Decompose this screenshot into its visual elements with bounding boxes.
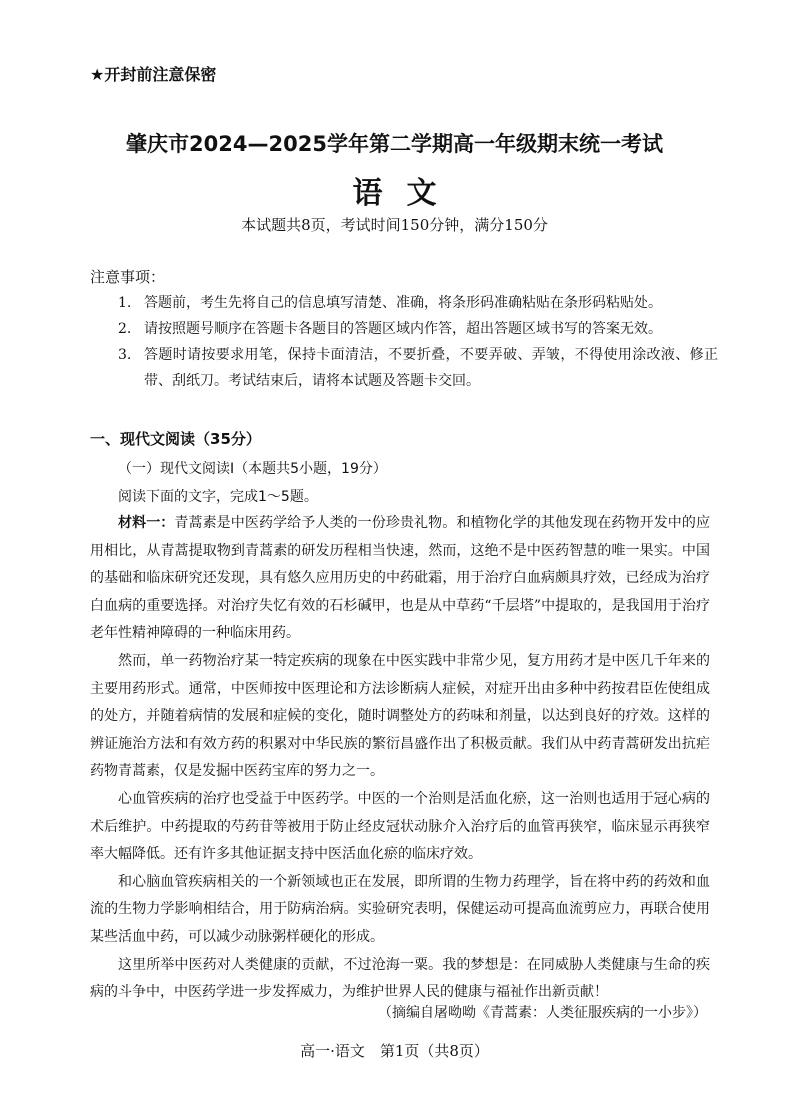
passage-paragraph: 然而，单一药物治疗某一特定疾病的现象在中医实践中非常少见，复方用药才是中医几千年来的主要用药形式。通常，中医师按中医理论和方法诊断病人症候，对症开出由多种中药按君臣佐使组成的处方，并随着病情的发展和症候的变化，随时调整处方的药味和剂量，以达到良好的疗效。这样的辨证施治方法和有效方药的积累对中华民族的繁衍昌盛作出了积极贡献。我们从中药青蒿研发出抗疟药物青蒿素，仅是发掘中医药宝库的努力之一。 (90, 652, 710, 780)
notes-title: 注意事项： (90, 268, 166, 286)
note-text: 答题前，考生先将自己的信息填写清楚、准确，将条形码准确粘贴在条形码粘贴处。 (144, 295, 662, 311)
page-footer: 高一·语文 第1页（共8页） (300, 1042, 489, 1060)
note-item (118, 342, 718, 394)
secret-notice: ★开封前注意保密 (90, 65, 217, 84)
paragraph-text: 青蒿素是中医药学给予人类的一份珍贵礼物。和植物化学的其他发现在药物开发中的应用相比，从青蒿提取物到青蒿素的研发历程相当快速，然而，这绝不是中医药智慧的唯一果实。中国的基础和临床研究还发现，具有悠久应用历史的中药砒霜，用于治疗白血病颇具疗效，已经成为治疗白血病的重要选择。对治疗失忆有效的石杉碱甲，也是从中草药“千层塔”中提取的，是我国用于治疗老年性精神障碍的一种临床用药。 (90, 515, 710, 642)
passage-paragraph (90, 510, 710, 648)
note-text: 请按照题号顺序在答题卡各题目的答题区域内作答，超出答题区域书写的答案无效。 (144, 321, 662, 337)
passage-source: （摘编自屠呦呦《青蒿素：人类征服疾病的一小步》） (378, 1005, 707, 1021)
note-text: 答题时请按要求用笔，保持卡面清洁，不要折叠，不要弄破、弄皱，不得使用涂改液、修正带、刮纸刀。考试结束后，请将本试题及答题卡交回。 (144, 347, 718, 389)
note-item (118, 290, 718, 316)
passage-paragraph: 这里所举中医药对人类健康的贡献，不过沧海一粟。我的梦想是：在同威胁人类健康与生命的疾病的斗争中，中医药学进一步发挥威力，为维护世界人民的健康与福祉作出新贡献！ (90, 956, 710, 1001)
note-item (118, 316, 718, 342)
reading-passage (90, 510, 710, 1007)
reading-instruction: 阅读下面的文字，完成1～5题。 (118, 489, 318, 505)
passage-paragraph: 和心脑血管疾病相关的一个新领域也正在发展，即所谓的生物力药理学，旨在将中药的药效和血流的生物力学影响相结合，用于防病治病。实验研究表明，保健运动可提高血流剪应力，再联合使用某些活血中药，可以减少动脉粥样硬化的形成。 (90, 873, 710, 945)
note-number: 2. (118, 321, 132, 337)
subject-title: 语文 (352, 176, 461, 211)
passage-paragraph: 心血管疾病的治疗也受益于中医药学。中医的一个治则是活血化瘀，这一治则也适用于冠心病的术后维护。中药提取的芍药苷等被用于防止经皮冠状动脉介入治疗后的血管再狭窄，临床显示再狭窄率大幅降低。还有许多其他证据支持中医活血化瘀的临床疗效。 (90, 790, 710, 863)
note-number: 1. (118, 295, 132, 311)
exam-title: 肇庆市2024—2025学年第二学期高一年级期末统一考试 (126, 132, 663, 156)
section-title: 一、现代文阅读（35分） (90, 430, 261, 448)
exam-info: 本试题共8页，考试时间150分钟，满分150分 (241, 216, 548, 234)
material-label: 材料一： (118, 515, 175, 531)
subsection-title: （一）现代文阅读Ⅰ（本题共5小题，19分） (118, 461, 387, 477)
notes-list (118, 290, 718, 394)
note-number: 3. (118, 347, 132, 363)
